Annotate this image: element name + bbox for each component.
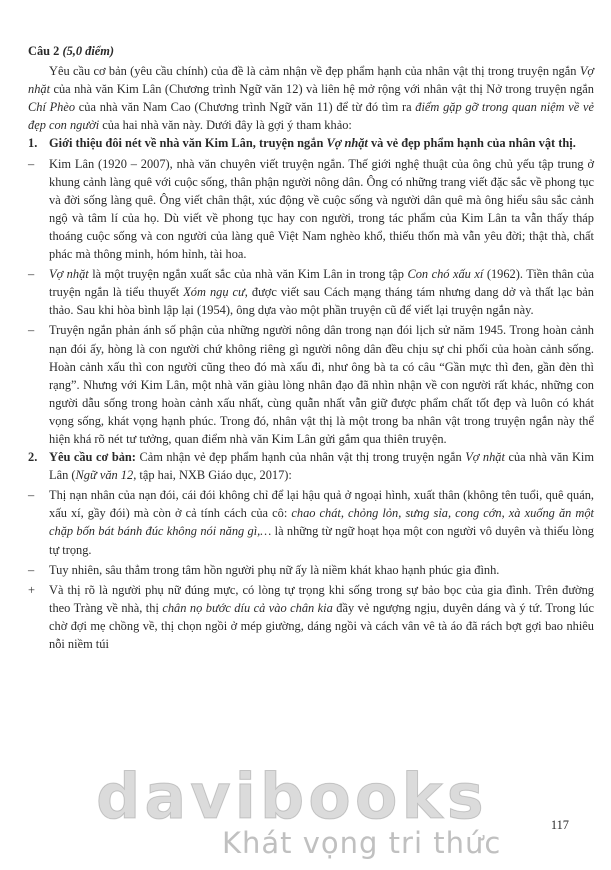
section-2-bullet-1-quote: chao chát, chỏng lỏn, sưng sỉa, cong cớn, xà xuống ăn một chặp bốn bát bánh đúc không nói năng gì,…	[49, 506, 594, 539]
section-1-bullet-1	[28, 155, 594, 264]
section-1-heading-title: Vợ nhặt	[326, 136, 368, 151]
intro-text-1: Yêu cầu cơ bản (yêu cầu chính) của đề là cảm nhận về đẹp phẩm hạnh của nhân vật thị trong truyện ngắn	[49, 64, 580, 79]
section-2-title-ngu-van: Ngữ văn 12	[75, 468, 134, 483]
dash-marker: –	[28, 156, 35, 171]
bullet-2-text-1: là một truyện ngắn xuất sắc của nhà văn Kim Lân in trong tập	[88, 267, 408, 282]
section-2-bullet-3-text-2: đầy vẻ ngượng ngịu, duyên dáng và ý tứ. Trong lúc chờ đợi mẹ chồng về, thị chọn ngồi ở mép giường, dáng ngồi và cách vân vê tà áo đã rách bợt gợi bao nhiêu nỗi niềm túi	[49, 600, 594, 651]
intro-title-vo-nhat: Vợ nhặt	[28, 64, 594, 97]
section-2-bullet-3-text-1: Và thị rõ là người phụ nữ đúng mực, có lòng tự trọng khi sống trong sự bảo bọc của gia đình. Trên đường theo Tràng về nhà, thị	[49, 582, 594, 615]
dash-marker: –	[28, 323, 35, 338]
dash-marker: –	[28, 267, 35, 282]
section-2-bullet-3-quote: chân nọ bước díu cả vào chân kia	[162, 600, 333, 615]
plus-marker: +	[28, 582, 35, 597]
section-1-bullet-3-text: Truyện ngắn phản ánh số phận của những người nông dân trong nạn đói lịch sử năm 1945. Trong hoàn cảnh nạn đói ấy, hòng là con người chứ không riêng gì người nông dân đều chịu sự chi phối của hoàn cảnh sống. Hoàn cảnh xấu thì con người cũng theo đó mà xấu đi, như ông bà ta có câu “Gần mực thì đen, gần đèn thì rạng”. Nhưng với Kim Lân, một nhà văn giàu lòng nhân đạo đã nhìn nhận về con người rất khác, những con người dẫu sống trong hoàn cảnh xấu nhất, cùng quẫn nhất vẫn giữ được phẩm chất tốt đẹp và luôn có khát vọng sống, khát vọng hạnh phúc. Trong đó, nhân vật thị là một trong ba nhân vật trong truyện ngắn này thể hiện khá rõ nét tư tưởng, quan điểm nhà văn Kim Lân gửi gắm qua thiên truyện.	[49, 323, 594, 446]
section-2-title-vo-nhat: Vợ nhặt	[465, 450, 505, 465]
intro-emphasis: điểm gặp gỡ trong quan niệm về vẻ đẹp con người	[28, 100, 594, 133]
question-points: (5,0 điểm)	[62, 44, 115, 58]
section-1-bullet-2	[28, 265, 594, 319]
section-2-bullet-1	[28, 486, 594, 558]
intro-title-chi-pheo: Chí Phèo	[28, 100, 76, 115]
section-1-bullet-3	[28, 321, 594, 448]
dash-marker: –	[28, 488, 35, 503]
section-2-bullet-1-text-1: Thị nạn nhân của nạn đói, cái đói không chỉ để lại hậu quả ở ngoại hình, xuất thân (không tên tuổi, quê quán, xấu xí, gầy đói) mà còn ở cả tính cách của cô:	[49, 488, 594, 521]
section-2-bullet-2-text: Tuy nhiên, sâu thẳm trong tâm hồn người phụ nữ ấy là niềm khát khao hạnh phúc gia đình.	[49, 562, 500, 577]
section-1-heading-text-1: Giới thiệu đôi nét về nhà văn Kim Lân, truyện ngắn	[49, 136, 327, 151]
question-heading	[28, 42, 594, 60]
question-title: Câu 2	[28, 44, 60, 58]
page-number: 117	[550, 818, 569, 832]
dash-marker: –	[28, 562, 35, 577]
document-page	[28, 42, 594, 653]
section-2-heading	[28, 448, 594, 484]
bullet-2-text-3: , được viết sau Cách mạng tháng tám nhưng dang dở và thất lạc bản thảo. Sau khi hòa bình lập lại (1954), ông dựa vào một phần truyện cũ để viết lại truyện ngắn này.	[49, 285, 594, 318]
section-1-heading-text-2: và vẻ đẹp phẩm hạnh của nhân vật thị.	[367, 136, 576, 151]
section-2-text-2: của nhà văn Kim Lân (	[49, 450, 594, 483]
watermark-slogan: Khát vọng tri thức	[222, 826, 502, 860]
watermark-logo: davibooks	[96, 760, 488, 833]
bullet-2-title-con-cho: Con chó xấu xí	[407, 267, 484, 282]
intro-text-3: của nhà văn Nam Cao (Chương trình Ngữ văn 11) để từ đó tìm ra	[75, 100, 416, 115]
section-2-bullet-1-text-2: là những từ ngữ hoạt họa một con người vô duyên và thiếu lòng tự trọng.	[49, 524, 595, 557]
section-2-number: 2.	[28, 450, 38, 465]
intro-text-2: của nhà văn Kim Lân (Chương trình Ngữ văn 12) và liên hệ mở rộng với nhân vật thị Nở trong truyện ngắn	[50, 82, 594, 97]
bullet-2-text-2: (1962). Tiền thân của truyện ngắn là tiểu thuyết	[49, 267, 595, 300]
bullet-2-title-xom-ngu-cu: Xóm ngụ cư	[183, 285, 245, 300]
section-2-text-3: , tập hai, NXB Giáo dục, 2017):	[133, 468, 292, 483]
intro-paragraph	[28, 62, 594, 134]
bullet-2-title-vo-nhat: Vợ nhặt	[49, 267, 89, 282]
section-1-bullet-1-text: Kim Lân (1920 – 2007), nhà văn chuyên viết truyện ngắn. Thế giới nghệ thuật của ông chủ yếu tập trung ở khung cảnh làng quê với cuộc sống, thân phận người nông dân. Ông có những trang viết đặc sắc về phong tục và đời sống làng quê. Ông viết chân thật, xúc động về cuộc sống và người dân quê mà ông hiểu sâu sắc cảnh ngộ và tâm lí của họ. Dù viết về phong tục hay con người, trong tác phẩm của Kim Lân ta vẫn thấy tháp thoáng cuộc sống và con người của làng quê Việt Nam nghèo khổ, thiếu thốn mà vẫn yêu đời; thật thà, chất phác mà thông minh, hóm hỉnh, tài hoa.	[49, 156, 594, 262]
section-1-number: 1.	[28, 136, 38, 151]
intro-text-4: của hai nhà văn này. Dưới đây là gợi ý tham khảo:	[99, 118, 352, 133]
section-2-bullet-2	[28, 561, 594, 579]
section-1-heading	[28, 134, 594, 152]
section-2-bullet-3	[28, 581, 594, 653]
section-2-text-1: Cảm nhận vẻ đẹp phẩm hạnh của nhân vật thị trong truyện ngắn	[135, 450, 466, 465]
section-2-heading-bold: Yêu cầu cơ bản:	[49, 450, 136, 465]
